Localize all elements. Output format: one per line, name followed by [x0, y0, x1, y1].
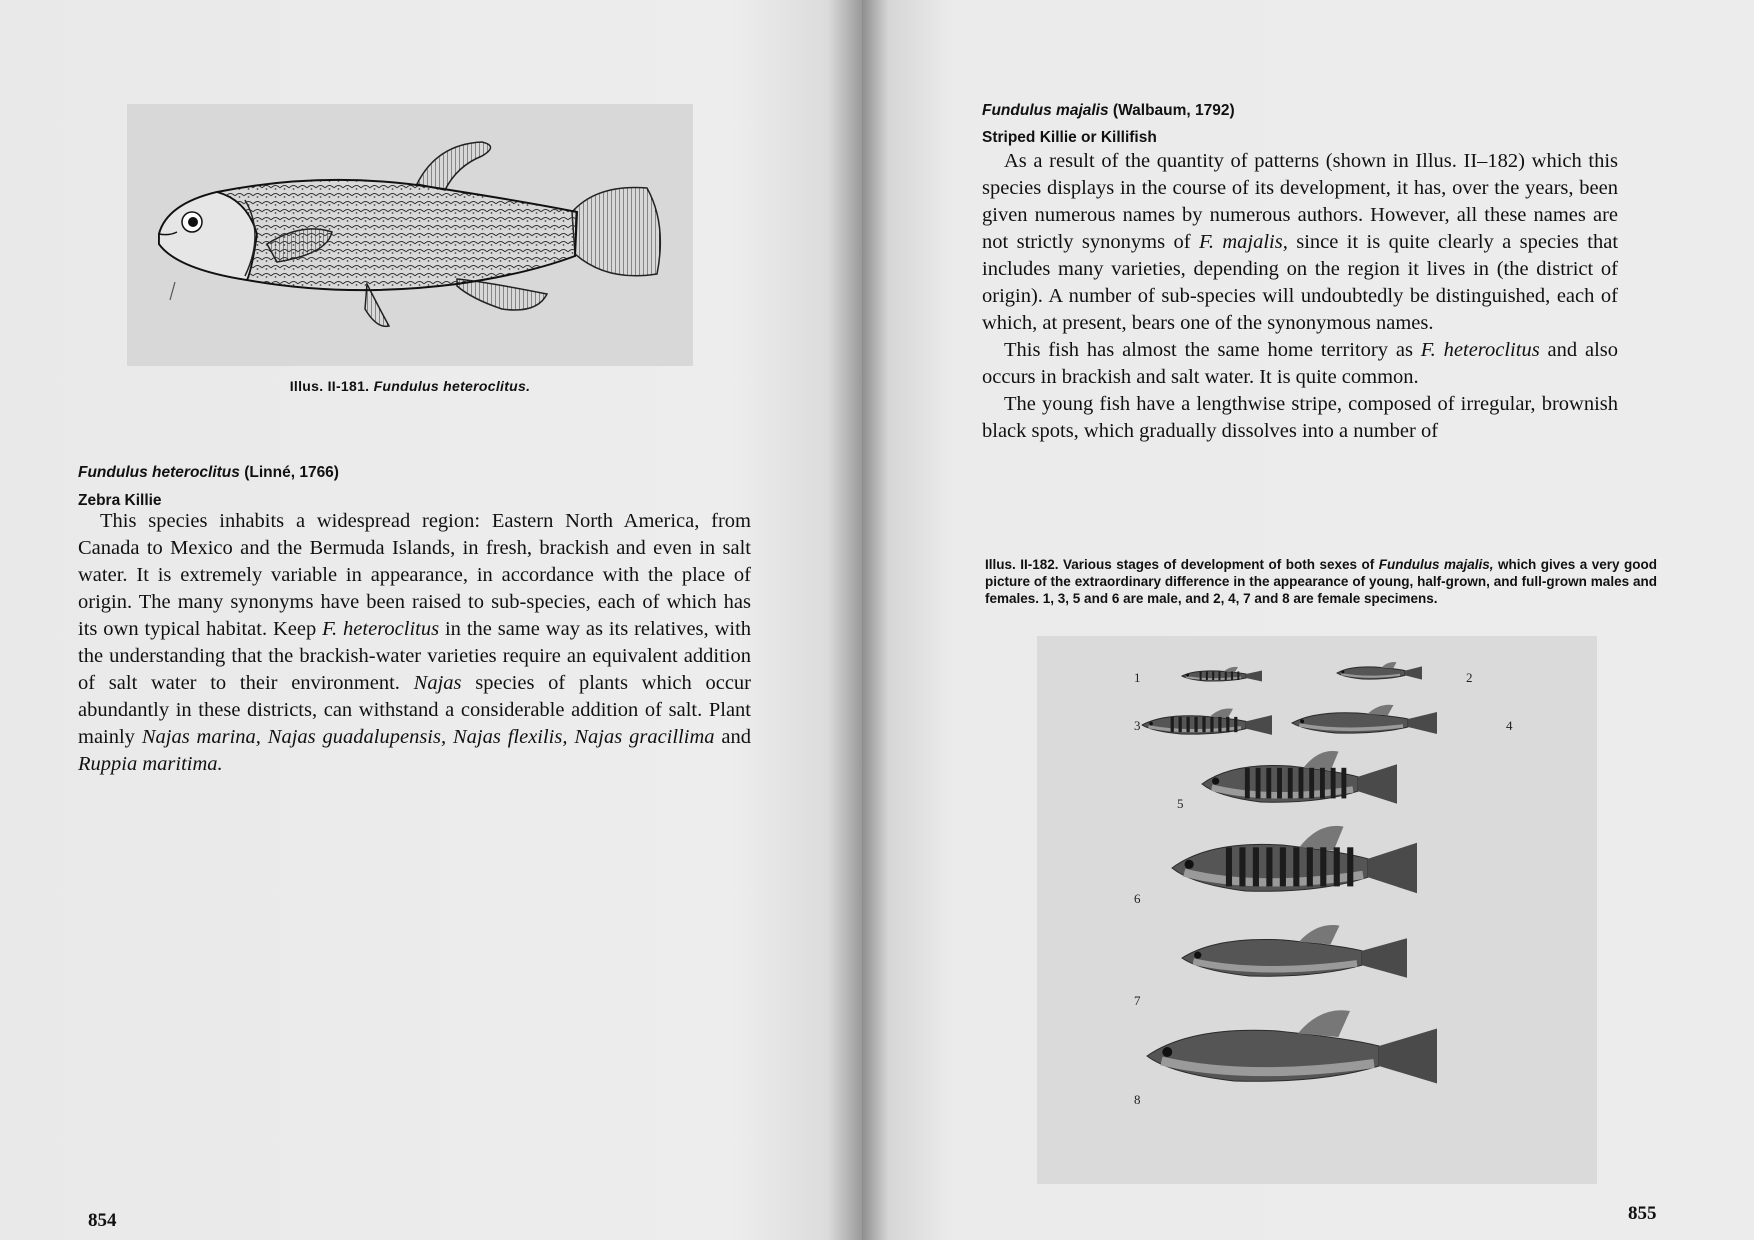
- figure-zebra-killie: [127, 104, 693, 366]
- specimen-label: 2: [1466, 670, 1473, 685]
- body-text: [982, 148, 1618, 445]
- italic-run: F. heteroclitus: [1420, 339, 1540, 361]
- specimen-label: 5: [1177, 796, 1184, 811]
- caption-species: Fundulus heteroclitus.: [373, 378, 531, 394]
- caption-text: which gives a very good picture of the extraordinary difference in the appearance of young, half-grown, and full-grown males and females. 1, 3, 5 and 6 are male, and 2, 4, 7 and 8 are female specimens.: [985, 557, 1657, 606]
- figure-striped-killie-stages: [1037, 636, 1597, 1184]
- fish-specimen: [1142, 709, 1272, 735]
- paragraph: [78, 508, 751, 778]
- left-page: [0, 0, 862, 1240]
- caption-label: Illus. II-182.: [985, 557, 1059, 572]
- paragraph: [982, 148, 1618, 337]
- species-author: (Walbaum, 1792): [1112, 102, 1235, 119]
- species-scientific-name: Fundulus majalis: [982, 102, 1109, 119]
- italic-run: Ruppia maritima.: [78, 753, 223, 775]
- caption-text: Various stages of development of both sexes of: [1063, 557, 1379, 572]
- caption-species: Fundulus majalis,: [1378, 557, 1494, 572]
- paragraph: The young fish have a lengthwise stripe, composed of irregular, brownish black spots, which gradually dissolves into a number of: [982, 393, 1618, 442]
- figure-caption: [127, 378, 693, 394]
- page-number: 854: [88, 1210, 117, 1231]
- common-name: Striped Killie or Killifish: [982, 129, 1157, 146]
- paragraph: [982, 337, 1618, 391]
- specimen-label: 6: [1134, 891, 1141, 906]
- fish-specimen: [1182, 667, 1262, 682]
- fish-stages-photo: [1037, 636, 1597, 1184]
- italic-run: F. heteroclitus: [322, 618, 440, 640]
- species-author: (Linné, 1766): [244, 464, 339, 481]
- fish-specimen: [1292, 705, 1437, 734]
- right-page: [862, 0, 1754, 1240]
- specimen-label: 7: [1134, 993, 1141, 1008]
- caption-label: Illus. II-181.: [289, 378, 370, 394]
- fish-specimen: [1182, 925, 1407, 978]
- text-run: in the same way as its relatives, with the understanding that the brackish-water varieties require an equivalent addition of salt water to their environment.: [78, 618, 752, 694]
- text-run: since it is quite clearly a species that includes many varieties, depending on the region it lives in (the district of origin). A number of sub-species will undoubtedly be distinguished, each of which, at present, bears one of the synonymous names.: [982, 231, 1619, 334]
- fish-specimen: [1202, 751, 1397, 804]
- specimen-label: 8: [1134, 1092, 1141, 1107]
- text-run: and: [714, 726, 751, 748]
- italic-run: Najas: [413, 672, 462, 694]
- species-heading: [78, 464, 339, 482]
- fish-specimen: [1337, 662, 1422, 680]
- common-name: Zebra Killie: [78, 492, 162, 509]
- page-number: 855: [1628, 1203, 1657, 1224]
- italic-run: F. majalis,: [1198, 231, 1288, 253]
- specimen-label: 4: [1506, 718, 1513, 733]
- text-run: As a result of the quantity of patterns (shown in Illus. II–182) which this species displays in the course of its development, it has, over the years, been given numerous names by numerous authors. However, all these names are not strictly synonyms of: [982, 150, 1618, 253]
- text-run: species of plants which occur abundantly in these districts, can withstand a considerable addition of salt. Plant mainly: [78, 672, 751, 748]
- text-run: This fish has almost the same home territory as: [1004, 339, 1421, 361]
- italic-run: Najas marina, Najas guadalupensis, Najas flexilis, Najas gracillima: [141, 726, 715, 748]
- fish-specimen: [1172, 826, 1417, 893]
- specimen-label: 3: [1134, 718, 1141, 733]
- species-heading: [982, 102, 1235, 120]
- killifish-drawing: [127, 104, 693, 366]
- text-run: and also occurs in brackish and salt water. It is quite common.: [982, 339, 1619, 388]
- text-run: This species inhabits a widespread region: Eastern North America, from Canada to Mexico and the Bermuda Islands, in fresh, brackish and even in salt water. It is extremely variable in appearance, in accordance with the place of origin. The many synonyms have been raised to sub-species, each of which has its own typical habitat. Keep: [78, 510, 751, 640]
- species-scientific-name: Fundulus heteroclitus: [78, 464, 240, 481]
- specimen-label: 1: [1134, 670, 1141, 685]
- figure-caption: [985, 556, 1657, 607]
- fish-specimen: [1147, 1010, 1437, 1083]
- body-text: [78, 508, 751, 778]
